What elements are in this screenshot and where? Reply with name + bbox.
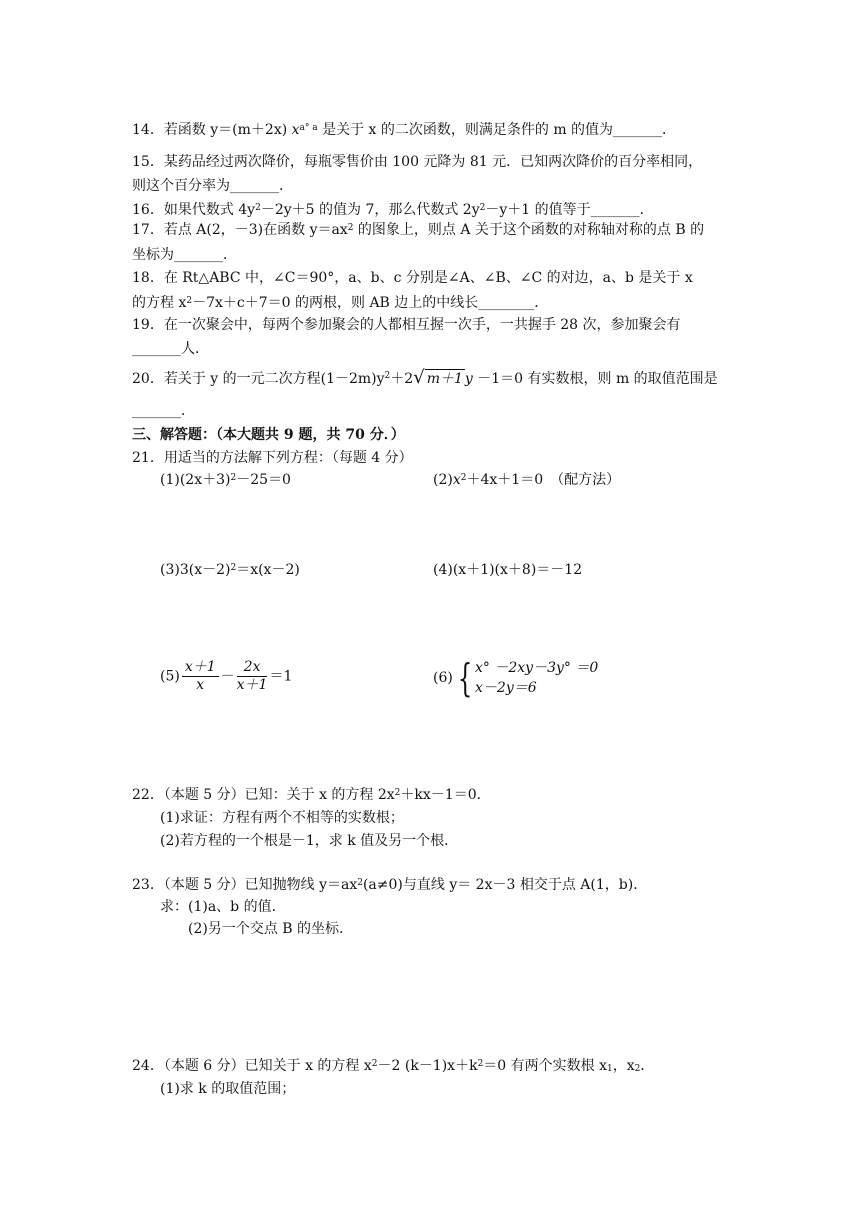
question-21-title: 21．用适当的方法解下列方程：（每题 4 分） [132,450,413,466]
fraction-2: $\frac{2x}{x+1}$ [236,659,268,693]
question-17-line1: 17．若点 A(2，－3)在函数 $y=ax^2$ 的图象上，则点 A 关于这个函数的对称轴对称的点 B 的 [132,222,705,238]
question-21-part1: $(1)(2x+3)^2-25=0$ [160,472,291,488]
sqrt-expression: m＋1 [426,371,463,387]
question-24-title: 24．（本题 6 分）已知关于 x 的方程 $x^2-2$ $(k-1)x+k^2=0$ 有两个实数根 $x_1$，$x_2$． [132,1058,655,1074]
fraction-1: $\frac{x+1}{x}$ [182,659,219,694]
question-22-title: 22．（本题 5 分）已知：关于 x 的方程 $2x^2+kx-1=0$． [132,787,491,803]
question-24-item1: (1)求 k 的取值范围； [160,1081,296,1097]
question-22-item1: (1)求证：方程有两个不相等的实数根； [160,810,404,826]
question-22-item2: (2)若方程的一个根是－1，求 k 值及另一个根． [160,833,459,849]
question-20-line1: 20．若关于 y 的一元二次方程$(1-2m)y^2+2√$ m＋1 y －1＝0 有实数根，则 m 的取值范围是 [132,367,718,388]
question-23-item1: 求：(1)a、b 的值． [160,899,286,915]
question-21-part5: (5) $\frac{x+1}{x}$ － $\frac{2x}{x+1}$ ＝1 [160,659,293,693]
section-3-heading: 三、解答题：（本大题共 9 题，共 70 分．） [132,427,405,443]
question-23-item2: (2)另一个交点 B 的坐标． [188,921,354,937]
question-17-line2: 坐标为_______． [132,247,237,263]
question-21-part2: $(2)x^2+4x+1=0$ （配方法） [433,472,621,488]
question-21-part4: (4)(x＋1)(x＋8)＝－12 [433,562,583,578]
question-19-line2: _______人． [132,341,209,357]
question-15-line1: 15．某药品经过两次降价，每瓶零售价由 100 元降为 81 元．已知两次降价的百分率相同， [132,154,703,170]
question-18-line2: 的方程 $x^2-7x+c+7=0$ 的两根，则 AB 边上的中线长________． [132,295,549,311]
question-15-line2: 则这个百分率为_______． [132,178,293,194]
question-23-title: 23．（本题 5 分）已知抛物线 $y=ax^2(a\ne 0)$与直线 y＝ 2x－3 相交于点 A(1，b)． [132,877,648,893]
equation-system: x° －2xy－3y° ＝0 x－2y＝6 [475,660,599,696]
question-14: 14．若函数 y＝(m＋2x) $x^{a^\circ a}$ 是关于 x 的二次函数，则满足条件的 m 的值为_______． [132,122,677,138]
question-16: 16．如果代数式 $4y^2-2y+5$ 的值为 7，那么代数式 $2y^2-y+1$ 的值等于_______． [132,202,654,218]
question-19-line1: 19．在一次聚会中，每两个参加聚会的人都相互握一次手，一共握手 28 次，参加聚会有 [132,317,681,333]
question-21-part6: (6) { x° －2xy－3y° ＝0 x－2y＝6 [433,656,599,700]
question-18-line1: 18．在 Rt△ABC 中，∠C＝90°，a、b、c 分别是∠A、∠B、∠C 的对边，a、b 是关于 x [132,270,693,286]
question-20-line2: _______． [132,403,195,419]
question-21-part3: $(3)3(x-2)^2=x(x-2)$ [160,562,300,578]
